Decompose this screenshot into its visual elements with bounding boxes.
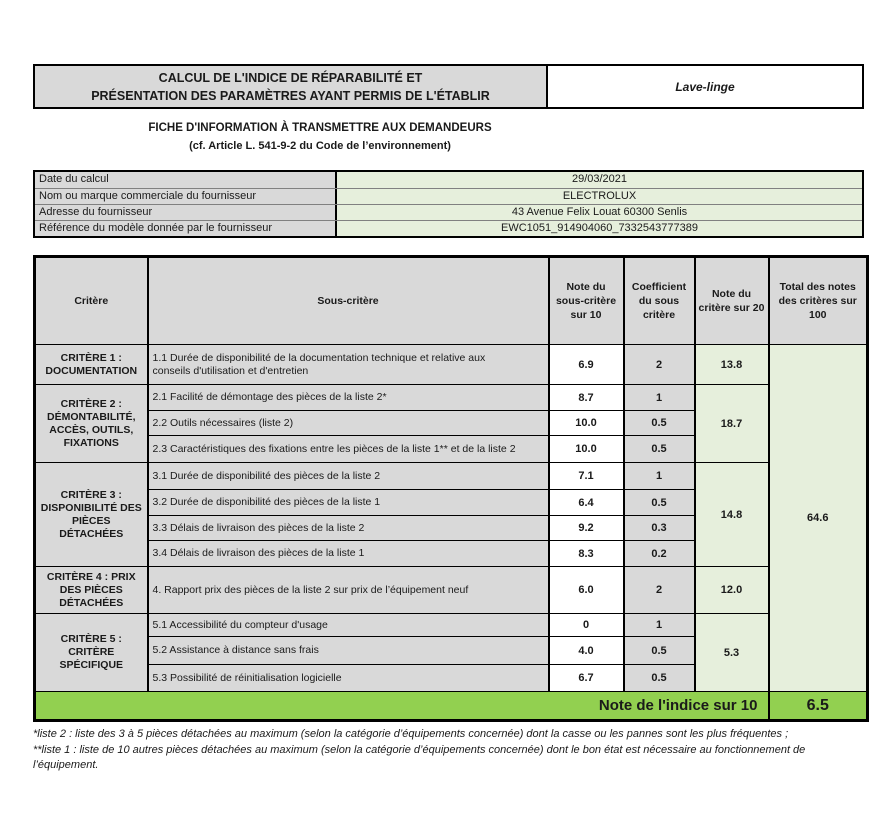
supplier-info-table [33, 170, 864, 238]
footnote-liste1: **liste 1 : liste de 10 autres pièces détachées au maximum (selon la catégorie d’équipements concernée) dont le bon état est nécessaire au fonctionnement de l’équipement. [33, 743, 806, 771]
col-header-critere: Critère [35, 257, 148, 345]
sub-criterion-3-2-coeff: 0.5 [624, 490, 695, 516]
criterion-3-name: CRITÈRE 3 : DISPONIBILITÉ DES PIÈCES DÉTACHÉES [35, 463, 148, 567]
document-title-line2: PRÉSENTATION DES PARAMÈTRES AYANT PERMIS DE L'ÉTABLIR [91, 88, 490, 103]
sub-criterion-2-1-label: 2.1 Facilité de démontage des pièces de la liste 2* [148, 385, 549, 411]
sub-criterion-3-3-label: 3.3 Délais de livraison des pièces de la liste 2 [148, 516, 549, 541]
info-row-supplier-address [35, 204, 862, 220]
criterion-1-note20: 13.8 [695, 345, 769, 385]
sub-criterion-2-3-note: 10.0 [549, 436, 624, 463]
criterion-2-note20: 18.7 [695, 385, 769, 463]
col-header-total: Total des notes des critères sur 100 [769, 257, 868, 345]
index-row [35, 692, 868, 721]
sub-criterion-2-2-coeff: 0.5 [624, 411, 695, 436]
criterion-3-note20: 14.8 [695, 463, 769, 567]
sub-criterion-3-2-note: 6.4 [549, 490, 624, 516]
info-row-model-reference [35, 220, 862, 236]
info-value-supplier-address: 43 Avenue Felix Louat 60300 Senlis [337, 205, 862, 220]
subtitle-block [33, 122, 607, 152]
subtitle-line1: FICHE D'INFORMATION À TRANSMETTRE AUX DEMANDEURS [148, 122, 492, 134]
sub-criterion-3-4-label: 3.4 Délais de livraison des pièces de la liste 1 [148, 541, 549, 567]
sub-criterion-2-3-coeff: 0.5 [624, 436, 695, 463]
sub-criterion-5-2-label: 5.2 Assistance à distance sans frais [148, 637, 549, 665]
table-row [35, 567, 868, 614]
sub-criterion-5-2-note: 4.0 [549, 637, 624, 665]
sub-criterion-5-1-label: 5.1 Accessibilité du compteur d'usage [148, 614, 549, 637]
info-label-model-reference: Référence du modèle donnée par le fournisseur [35, 221, 337, 236]
document-title-line1: CALCUL DE L'INDICE DE RÉPARABILITÉ ET [158, 70, 423, 85]
sub-criterion-5-2-coeff: 0.5 [624, 637, 695, 665]
sub-criterion-3-1-coeff: 1 [624, 463, 695, 490]
sub-criterion-2-2-note: 10.0 [549, 411, 624, 436]
index-value: 6.5 [769, 692, 868, 721]
sub-criterion-3-4-coeff: 0.2 [624, 541, 695, 567]
criteria-table [33, 255, 869, 722]
sub-criterion-2-3-label: 2.3 Caractéristiques des fixations entre les pièces de la liste 1** et de la liste 2 [148, 436, 549, 463]
sub-criterion-5-3-note: 6.7 [549, 665, 624, 692]
info-label-supplier-name: Nom ou marque commerciale du fournisseur [35, 189, 337, 204]
sub-criterion-3-3-note: 9.2 [549, 516, 624, 541]
index-label: Note de l'indice sur 10 [35, 692, 769, 721]
info-value-date: 29/03/2021 [337, 172, 862, 188]
info-row-date [35, 172, 862, 188]
sub-criterion-3-1-label: 3.1 Durée de disponibilité des pièces de la liste 2 [148, 463, 549, 490]
criterion-4-note20: 12.0 [695, 567, 769, 614]
info-label-supplier-address: Adresse du fournisseur [35, 205, 337, 220]
sub-criterion-3-3-coeff: 0.3 [624, 516, 695, 541]
table-row [35, 463, 868, 490]
table-row [35, 614, 868, 637]
sub-criterion-5-3-coeff: 0.5 [624, 665, 695, 692]
sub-criterion-3-1-note: 7.1 [549, 463, 624, 490]
product-type-label: Lave-linge [675, 79, 735, 94]
sub-criterion-1-1-label: 1.1 Durée de disponibilité de la documentation technique et relative aux conseils d'utilisation et d'entretien [148, 345, 549, 385]
subtitle-line2: (cf. Article L. 541-9-2 du Code de l’environnement) [189, 140, 451, 152]
criterion-2-name: CRITÈRE 2 : DÉMONTABILITÉ, ACCÈS, OUTILS, FIXATIONS [35, 385, 148, 463]
criterion-5-note20: 5.3 [695, 614, 769, 692]
col-header-coefficient: Coefficient du sous critère [624, 257, 695, 345]
info-label-date: Date du calcul [35, 172, 337, 188]
info-row-supplier-name [35, 188, 862, 204]
sub-criterion-4-note: 6.0 [549, 567, 624, 614]
sub-criterion-5-1-note: 0 [549, 614, 624, 637]
sub-criterion-1-1-coeff: 2 [624, 345, 695, 385]
sub-criterion-2-1-note: 8.7 [549, 385, 624, 411]
criterion-5-name: CRITÈRE 5 : CRITÈRE SPÉCIFIQUE [35, 614, 148, 692]
sub-criterion-4-coeff: 2 [624, 567, 695, 614]
sub-criterion-3-4-note: 8.3 [549, 541, 624, 567]
sub-criterion-4-label: 4. Rapport prix des pièces de la liste 2 sur prix de l’équipement neuf [148, 567, 549, 614]
sub-criterion-1-1-note: 6.9 [549, 345, 624, 385]
criterion-4-name: CRITÈRE 4 : PRIX DES PIÈCES DÉTACHÉES [35, 567, 148, 614]
sub-criterion-3-2-label: 3.2 Durée de disponibilité des pièces de la liste 1 [148, 490, 549, 516]
table-row [35, 385, 868, 411]
criteria-table-header-row [35, 257, 868, 345]
col-header-note-sous-critere: Note du sous-critère sur 10 [549, 257, 624, 345]
document-title [35, 66, 548, 107]
criterion-1-name: CRITÈRE 1 : DOCUMENTATION [35, 345, 148, 385]
footnote-liste2: *liste 2 : liste des 3 à 5 pièces détachées au maximum (selon la catégorie d’équipements concernée) dont la casse ou les pannes sont les plus fréquentes ; [33, 728, 789, 740]
sub-criterion-5-3-label: 5.3 Possibilité de réinitialisation logicielle [148, 665, 549, 692]
sub-criterion-2-1-coeff: 1 [624, 385, 695, 411]
sub-criterion-5-1-coeff: 1 [624, 614, 695, 637]
col-header-note-critere: Note du critère sur 20 [695, 257, 769, 345]
title-box [33, 64, 864, 109]
table-row [35, 345, 868, 385]
footnotes [33, 727, 848, 774]
total-sur-100: 64.6 [769, 345, 868, 692]
info-value-model-reference: EWC1051_914904060_7332543777389 [337, 221, 862, 236]
product-type-cell [548, 66, 862, 107]
info-value-supplier-name: ELECTROLUX [337, 189, 862, 204]
col-header-sous-critere: Sous-critère [148, 257, 549, 345]
sub-criterion-2-2-label: 2.2 Outils nécessaires (liste 2) [148, 411, 549, 436]
